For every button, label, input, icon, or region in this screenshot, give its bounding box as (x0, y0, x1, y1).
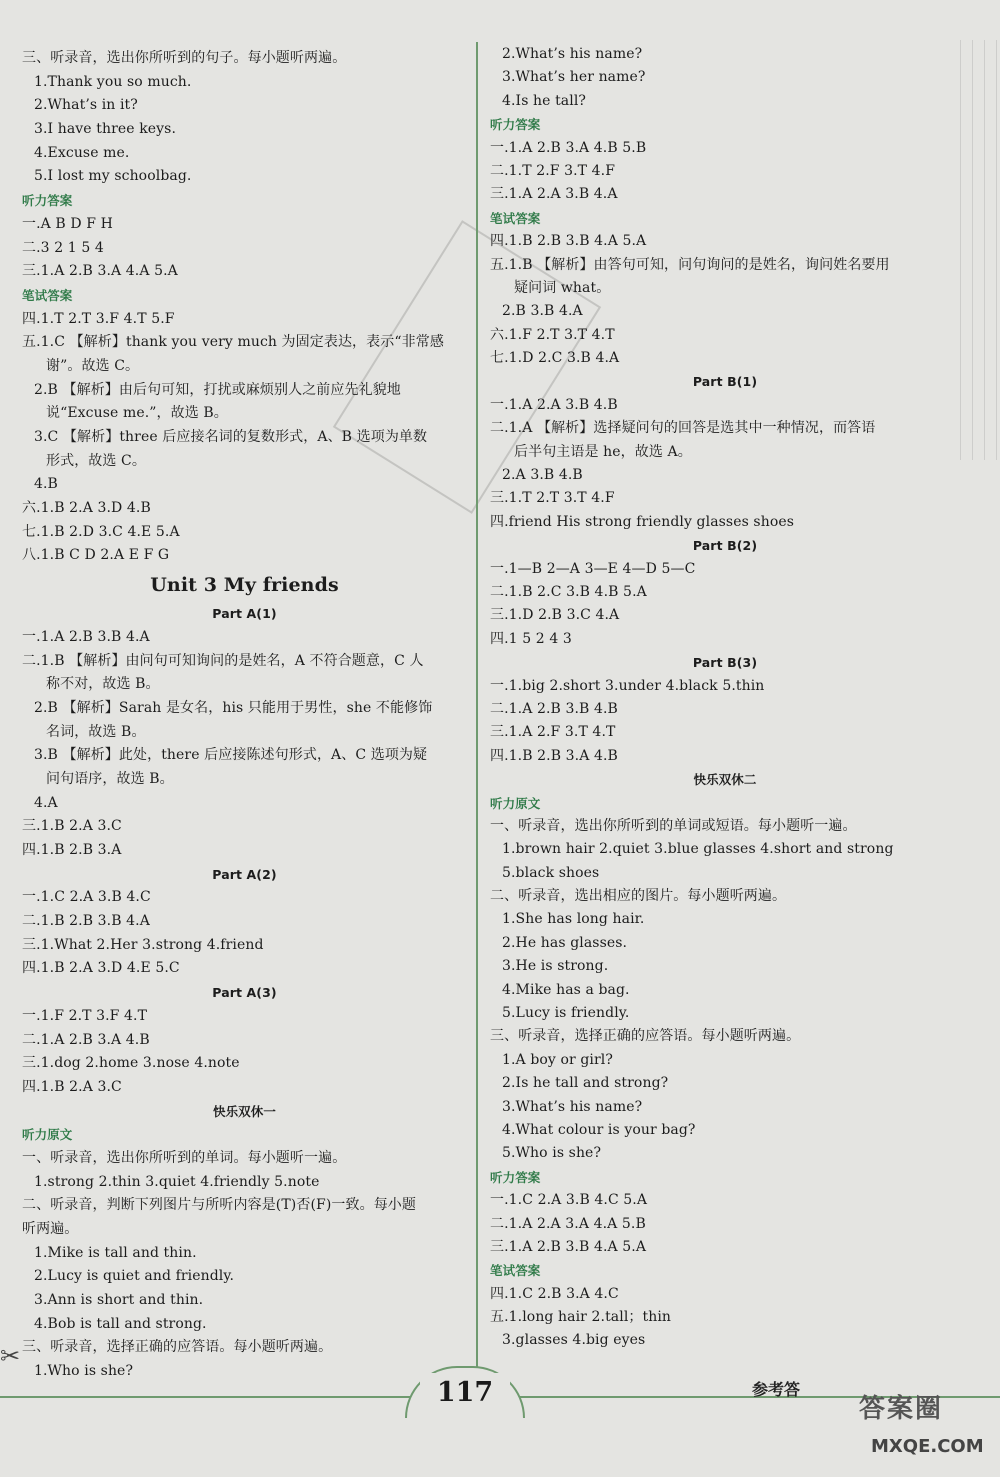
left-line: 4.A (34, 794, 58, 811)
left-line: 1.Thank you so much. (34, 73, 192, 90)
left-line: 5.I lost my schoolbag. (34, 168, 192, 185)
left-line: 二.1.A 2.B 3.A 4.B (22, 1031, 150, 1048)
right-line: 3.What’s her name? (502, 69, 646, 86)
right-line: Part B(1) (692, 374, 758, 390)
left-line: 问句语序，故选 B。 (46, 770, 174, 787)
right-line: 1.She has long hair. (502, 911, 645, 928)
right-line: 笔试答案 (490, 210, 541, 226)
right-line: 3.glasses 4.big eyes (502, 1332, 646, 1349)
right-line: 三.1.D 2.B 3.C 4.A (490, 607, 620, 624)
left-line: 一.1.F 2.T 3.F 4.T (22, 1007, 148, 1024)
left-line: 三.1.dog 2.home 3.nose 4.note (22, 1055, 240, 1072)
right-line: 二.1.A 2.A 3.A 4.A 5.B (490, 1215, 646, 1232)
left-line: 4.B (34, 476, 58, 493)
right-line: 二.1.A 2.B 3.B 4.B (490, 700, 618, 717)
left-line: 二.3 2 1 5 4 (22, 239, 104, 256)
right-line: 七.1.D 2.C 3.B 4.A (490, 350, 620, 367)
right-line: 疑问词 what。 (514, 279, 611, 296)
right-line: 听力答案 (490, 1169, 541, 1185)
left-line: 三、听录音，选择正确的应答语。每小题听两遍。 (22, 1339, 333, 1356)
left-line: 三、听录音，选出你所听到的句子。每小题听两遍。 (22, 50, 347, 66)
left-line: 四.1.T 2.T 3.F 4.T 5.F (22, 310, 175, 327)
right-line: 快乐双休二 (693, 772, 757, 788)
right-line: 四.1 5 2 4 3 (490, 630, 572, 647)
right-line: Part B(2) (692, 538, 758, 554)
right-line: 一.1.big 2.short 3.under 4.black 5.thin (490, 677, 765, 694)
left-line: 三.1.A 2.B 3.A 4.A 5.A (22, 263, 178, 280)
left-line: 听力答案 (22, 193, 73, 209)
left-line: 4.Bob is tall and strong. (34, 1315, 207, 1332)
left-line: 二.1.B 【解析】由问句可知询问的是姓名，A 不符合题意，C 人 (22, 652, 424, 669)
left-line: 三.1.What 2.Her 3.strong 4.friend (22, 936, 264, 953)
left-line: 一.1.A 2.B 3.B 4.A (22, 628, 150, 645)
right-line: 六.1.F 2.T 3.T 4.T (490, 326, 615, 343)
right-line: 2.B 3.B 4.A (502, 303, 583, 320)
left-line: 2.Lucy is quiet and friendly. (34, 1268, 235, 1285)
right-line: 1.A boy or girl? (502, 1051, 613, 1068)
left-line: 说“Excuse me.”，故选 B。 (46, 405, 228, 422)
scissors-icon: ✂ (0, 1342, 21, 1370)
right-line: 二.1.T 2.F 3.T 4.F (490, 162, 616, 179)
right-line: 1.brown hair 2.quiet 3.blue glasses 4.short and strong (502, 841, 894, 858)
right-line: 后半句主语是 he，故选 A。 (514, 443, 692, 460)
watermark-logo: 答案圈 (859, 1394, 944, 1424)
right-line: 2.He has glasses. (502, 934, 628, 951)
right-line: 5.Who is she? (502, 1145, 602, 1162)
left-line: 快乐双休一 (212, 1103, 276, 1119)
right-line: 3.What’s his name? (502, 1098, 643, 1115)
reference-answer-label: 参考答 (752, 1380, 801, 1399)
right-line: 2.Is he tall and strong? (502, 1075, 669, 1092)
left-line: Part A(2) (212, 866, 277, 882)
right-line: 2.A 3.B 4.B (502, 467, 583, 484)
left-line: Unit 3 My friends (150, 574, 339, 597)
right-line: 四.friend His strong friendly glasses shoes (490, 513, 795, 530)
right-line: 三.1.A 2.A 3.B 4.A (490, 186, 618, 203)
right-line: 4.What colour is your bag? (502, 1121, 696, 1138)
right-line: 二、听录音，选出相应的图片。每小题听两遍。 (490, 888, 787, 905)
right-line: 五.1.B 【解析】由答句可知，问句询问的是姓名，询问姓名要用 (490, 256, 890, 273)
left-line: 七.1.B 2.D 3.C 4.E 5.A (22, 523, 180, 540)
right-line: 听力答案 (490, 117, 541, 133)
right-line: 一、听录音，选出你所听到的单词或短语。每小题听一遍。 (490, 817, 857, 834)
left-line: 四.1.B 2.A 3.C (22, 1078, 122, 1095)
right-line: 一.1.A 2.B 3.A 4.B 5.B (490, 139, 647, 156)
grid-paper-edge (960, 40, 1000, 460)
right-line: 五.1.long hair 2.tall；thin (490, 1309, 672, 1326)
left-line: 三.1.B 2.A 3.C (22, 818, 122, 835)
right-line: 二.1.A 【解析】选择疑问句的回答是选其中一种情况，而答语 (490, 420, 876, 437)
right-line: 三.1.T 2.T 3.T 4.F (490, 490, 615, 507)
left-line: 名词，故选 B。 (46, 723, 146, 740)
left-line: 四.1.B 2.A 3.D 4.E 5.C (22, 960, 180, 977)
right-line: 一.1.C 2.A 3.B 4.C 5.A (490, 1192, 648, 1209)
left-line: 听两遍。 (22, 1221, 79, 1237)
right-line: 2.What’s his name? (502, 46, 643, 62)
left-line: 2.B 【解析】Sarah 是女名，his 只能用于男性，she 不能修饰 (34, 699, 433, 716)
right-line: 4.Mike has a bag. (502, 981, 630, 998)
left-line: 笔试答案 (22, 287, 73, 303)
right-line: 二.1.B 2.C 3.B 4.B 5.A (490, 583, 647, 600)
right-line: 三.1.A 2.F 3.T 4.T (490, 724, 616, 741)
right-line: 一.1.A 2.A 3.B 4.B (490, 396, 618, 413)
left-line: 二.1.B 2.B 3.B 4.A (22, 913, 150, 930)
left-line: 4.Excuse me. (34, 144, 130, 161)
right-line: 四.1.B 2.B 3.B 4.A 5.A (490, 233, 647, 250)
left-line: 3.C 【解析】three 后应接名词的复数形式，A、B 选项为单数 (34, 429, 428, 445)
right-column (490, 43, 960, 1353)
left-line: 谢”。故选 C。 (46, 357, 140, 374)
left-line: 1.Mike is tall and thin. (34, 1244, 197, 1261)
left-line: 一.A B D F H (22, 215, 113, 232)
left-column (22, 47, 467, 1384)
left-line: 六.1.B 2.A 3.D 4.B (22, 500, 151, 517)
right-line: 笔试答案 (490, 1263, 541, 1279)
left-line: 一.1.C 2.A 3.B 4.C (22, 889, 151, 906)
site-watermark (855, 1388, 995, 1468)
column-divider (476, 42, 478, 1382)
left-line: Part A(3) (212, 985, 277, 1001)
right-line: 一.1—B 2—A 3—E 4—D 5—C (490, 560, 696, 577)
right-line: 5.black shoes (502, 864, 600, 881)
page-number: 117 (420, 1373, 510, 1413)
left-line: 2.B 【解析】由后句可知，打扰或麻烦别人之前应先礼貌地 (34, 381, 401, 398)
left-line: 3.Ann is short and thin. (34, 1292, 204, 1309)
left-line: 3.I have three keys. (34, 121, 177, 138)
right-line: 三.1.A 2.B 3.B 4.A 5.A (490, 1238, 647, 1255)
left-line: 八.1.B C D 2.A E F G (22, 547, 170, 564)
left-line: 1.Who is she? (34, 1363, 134, 1380)
right-line: 听力原文 (490, 795, 541, 811)
left-line: 二、听录音，判断下列图片与所听内容是(T)否(F)一致。每小题 (22, 1197, 416, 1214)
right-line: 3.He is strong. (502, 958, 609, 975)
right-line: 5.Lucy is friendly. (502, 1005, 630, 1022)
right-line: 四.1.C 2.B 3.A 4.C (490, 1285, 619, 1302)
left-line: 听力原文 (22, 1127, 73, 1143)
left-line: 形式，故选 C。 (46, 452, 146, 469)
left-line: Part A(1) (212, 606, 277, 622)
left-line: 1.strong 2.thin 3.quiet 4.friendly 5.note (34, 1173, 320, 1190)
right-line: 4.Is he tall? (502, 92, 587, 109)
left-line: 2.What’s in it? (34, 97, 138, 114)
right-line: 四.1.B 2.B 3.A 4.B (490, 747, 618, 764)
left-line: 称不对，故选 B。 (46, 676, 160, 693)
left-line: 四.1.B 2.B 3.A (22, 842, 122, 858)
watermark-url: MXQE.COM (871, 1436, 984, 1457)
left-line: 五.1.C 【解析】thank you very much 为固定表达，表示“非常感 (22, 334, 444, 351)
left-line: 一、听录音，选出你所听到的单词。每小题听一遍。 (22, 1149, 347, 1166)
right-line: 三、听录音，选择正确的应答语。每小题听两遍。 (490, 1028, 801, 1045)
left-line: 3.B 【解析】此处，there 后应接陈述句形式，A、C 选项为疑 (34, 747, 428, 764)
right-line: Part B(3) (692, 655, 758, 671)
